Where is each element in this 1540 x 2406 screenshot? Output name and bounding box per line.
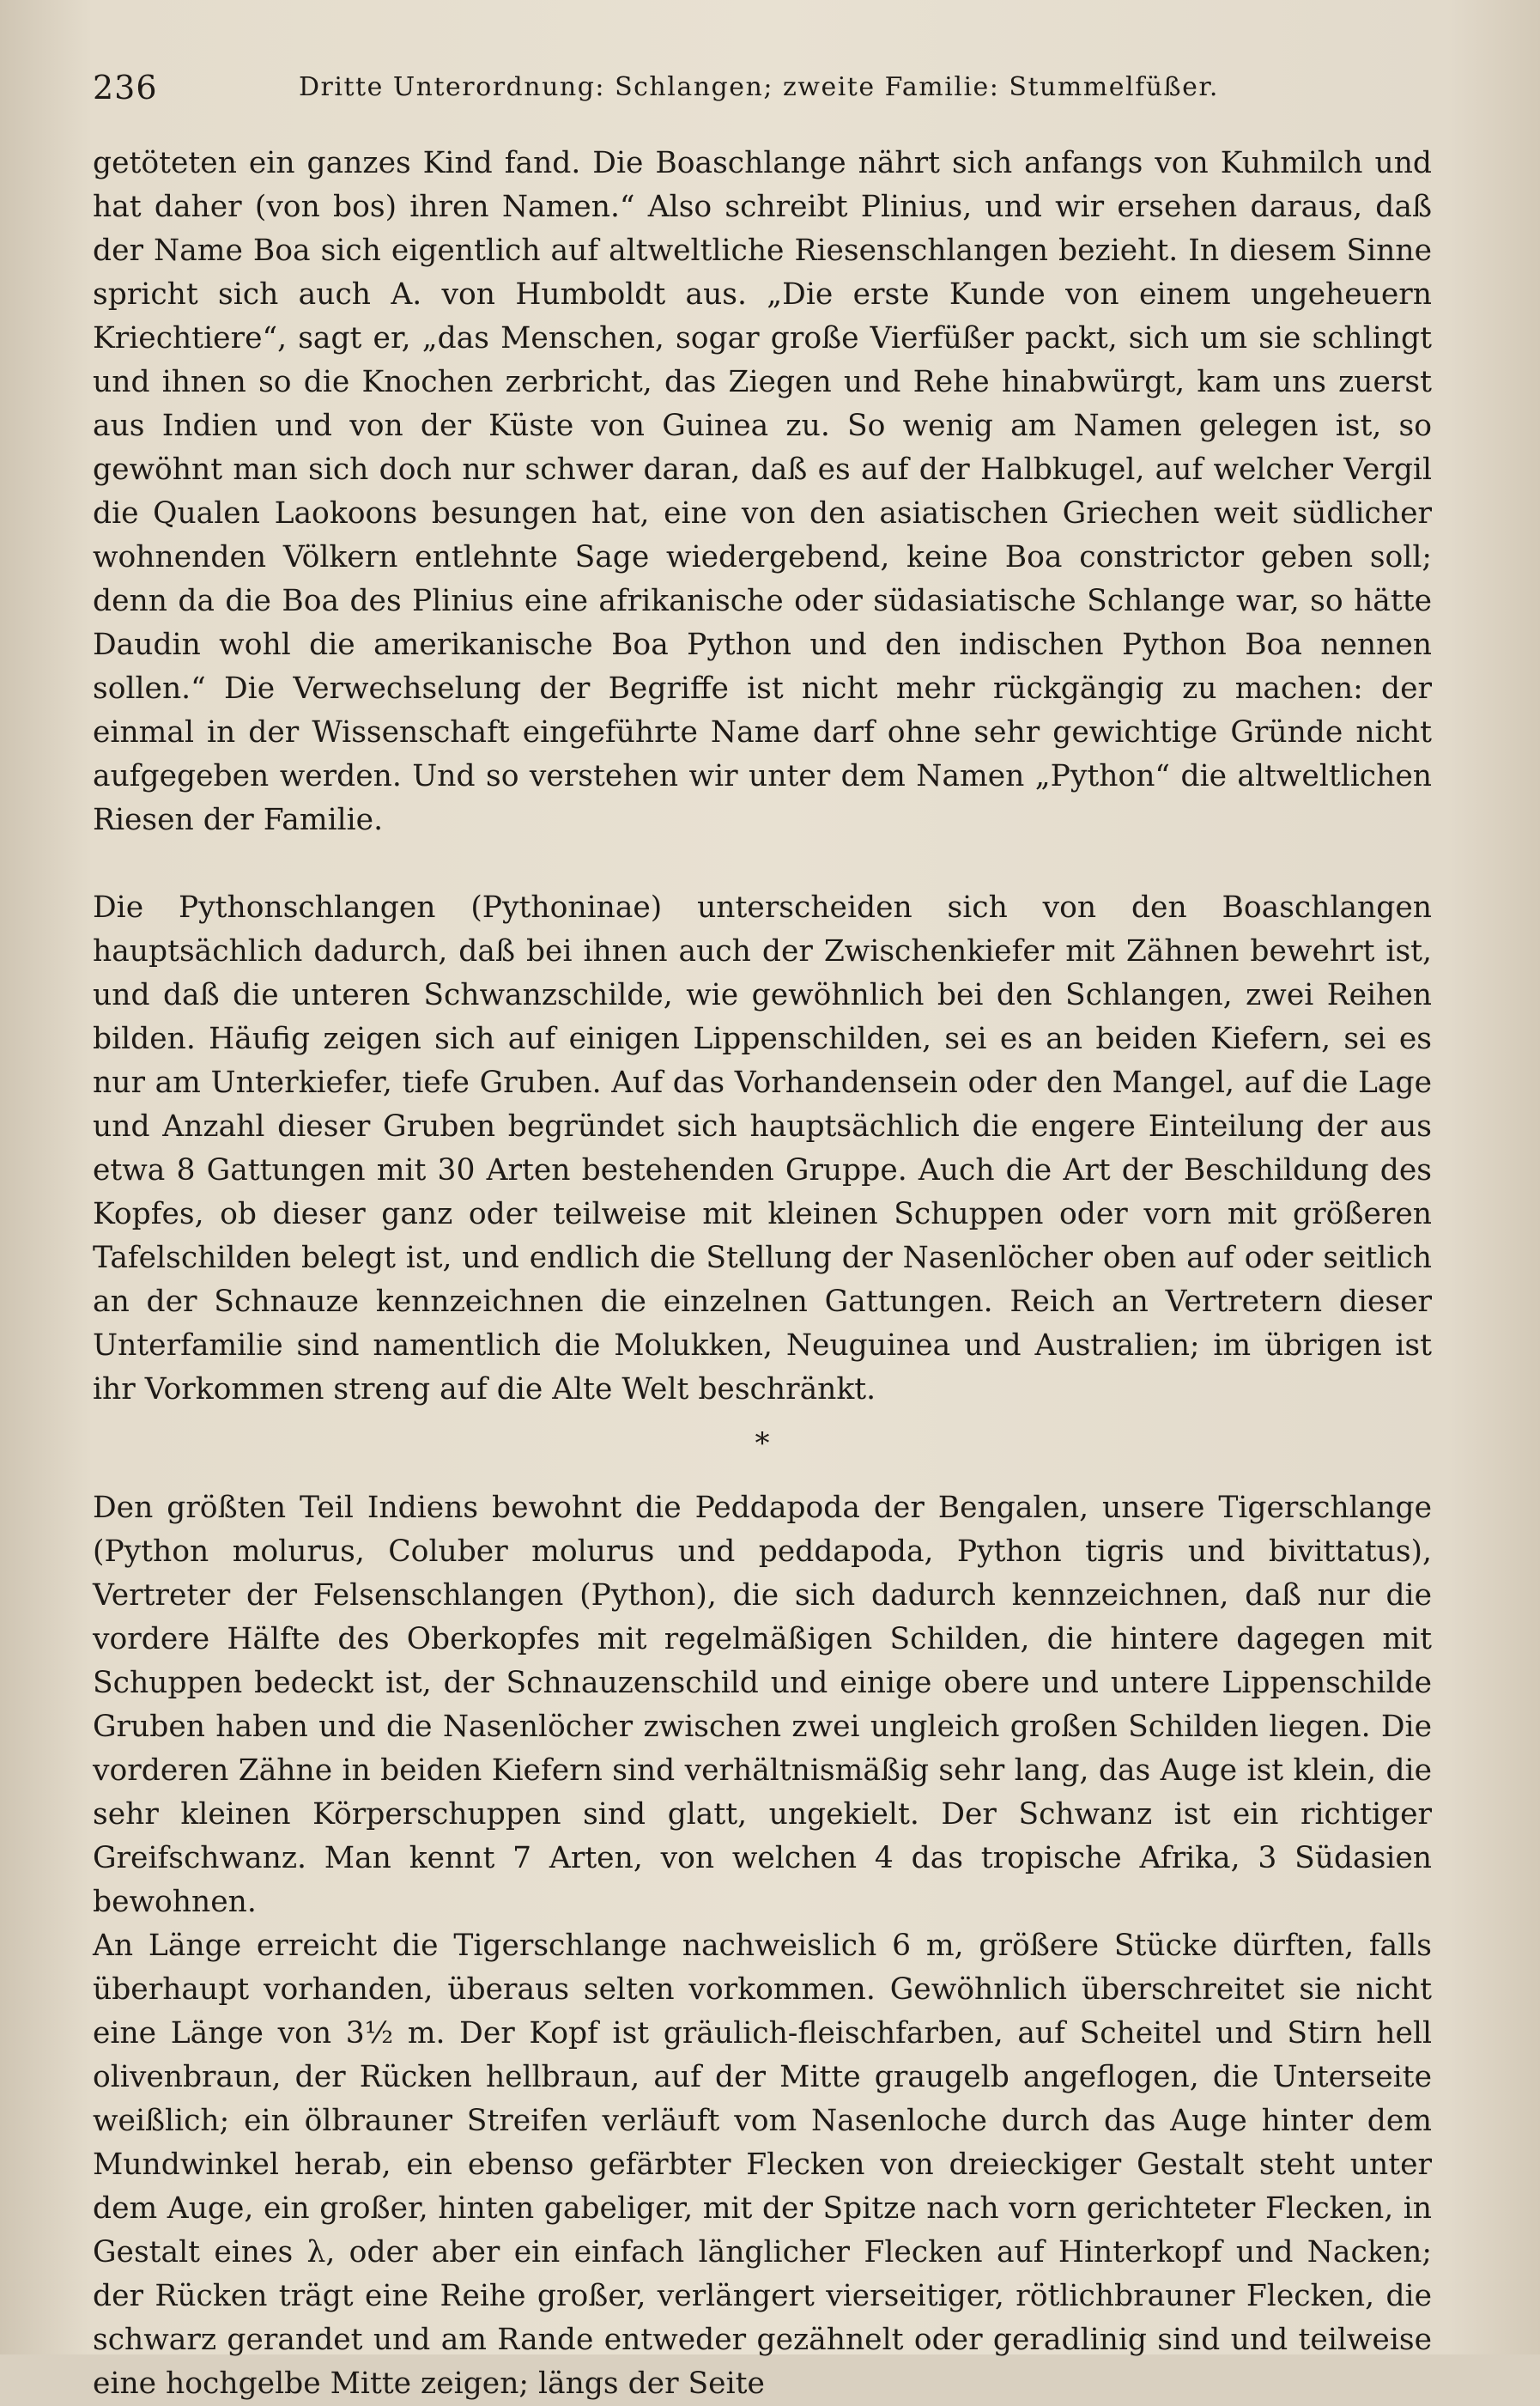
page-body bbox=[93, 142, 1432, 2406]
paragraph-pythoninae: Die Pythonschlangen (Pythoninae) unterscheiden sich von den Boaschlangen hauptsächlich dadurch, daß bei ihnen auch der Zwischenkiefer mit Zähnen bewehrt ist, und daß die unteren Schwanzschilde, wie gewöhnlich bei den Schlangen, zwei Reihen bilden. Häufig zeigen sich auf einigen Lippenschilden, sei es an beiden Kiefern, sei es nur am Unterkiefer, tiefe Gruben. Auf das Vorhandensein oder den Mangel, auf die Lage und Anzahl dieser Gruben begründet sich hauptsächlich die engere Einteilung der aus etwa 8 Gattungen mit 30 Arten bestehenden Gruppe. Auch die Art der Beschildung des Kopfes, ob dieser ganz oder teilweise mit kleinen Schuppen oder vorn mit größeren Tafelschilden belegt ist, und endlich die Stellung der Nasenlöcher oben auf oder seitlich an der Schnauze kennzeichnen die einzelnen Gattungen. Reich an Vertretern dieser Unterfamilie sind namentlich die Molukken, Neuguinea und Australien; im übrigen ist ihr Vorkommen streng auf die Alte Welt beschränkt. bbox=[93, 890, 1432, 1407]
page-header bbox=[93, 69, 1432, 112]
section-asterism: * bbox=[755, 1426, 770, 1461]
page-number: 236 bbox=[93, 69, 158, 106]
paragraph-tigerschlange-description: An Länge erreicht die Tigerschlange nachweislich 6 m, größere Stücke dürften, falls überhaupt vorhanden, überaus selten vorkommen. Gewöhnlich überschreitet sie nicht eine Länge von 3½ m. Der Kopf ist gräulich-fleischfarben, auf Scheitel und Stirn hell olivenbraun, der Rücken hellbraun, auf der Mitte graugelb angeflogen, die Unterseite weißlich; ein ölbrauner Streifen verläuft vom Nasenloche durch das Auge hinter dem Mundwinkel herab, ein ebenso gefärbter Flecken von dreieckiger Gestalt steht unter dem Auge, ein großer, hinten gabeliger, mit der Spitze nach vorn gerichteter Flecken, in Gestalt eines λ, oder aber ein einfach länglicher Flecken auf Hinterkopf und Nacken; der Rücken trägt eine Reihe großer, verlängert vierseitiger, rötlichbrauner Flecken, die schwarz gerandet und am Rande entweder gezähnelt oder geradlinig sind und teilweise eine hochgelbe Mitte zeigen; längs der Seite bbox=[93, 1929, 1432, 2401]
paragraph-boa-name-origin: getöteten ein ganzes Kind fand. Die Boaschlange nährt sich anfangs von Kuhmilch und hat daher (von bos) ihren Namen.“ Also schreibt Plinius, und wir ersehen daraus, daß der Name Boa sich eigentlich auf altweltliche Riesenschlangen bezieht. In diesem Sinne spricht sich auch A. von Humboldt aus. „Die erste Kunde von einem ungeheuern Kriechtiere“, sagt er, „das Menschen, sogar große Vierfüßer packt, sich um sie schlingt und ihnen so die Knochen zerbricht, das Ziegen und Rehe hinabwürgt, kam uns zuerst aus Indien und von der Küste von Guinea zu. So wenig am Namen gelegen ist, so gewöhnt man sich doch nur schwer daran, daß es auf der Halbkugel, auf welcher Vergil die Qualen Laokoons besungen hat, eine von den asiatischen Griechen weit südlicher wohnenden Völkern entlehnte Sage wiedergebend, keine Boa constrictor geben soll; denn da die Boa des Plinius eine afrikanische oder südasiatische Schlange war, so hätte Daudin wohl die amerikanische Boa Python und den indischen Python Boa nennen sollen.“ Die Verwechselung der Begriffe ist nicht mehr rückgängig zu machen: der einmal in der Wissenschaft eingeführte Name darf ohne sehr gewichtige Gründe nicht aufgegeben werden. Und so verstehen wir unter dem Namen „Python“ die altweltlichen Riesen der Familie. bbox=[93, 146, 1432, 837]
running-head: Dritte Unterordnung: Schlangen; zweite Familie: Stummelfüßer. bbox=[299, 72, 1219, 102]
paragraph-tigerschlange-intro: Den größten Teil Indiens bewohnt die Peddapoda der Bengalen, unsere Tigerschlange (Python molurus, Coluber molurus und peddapoda, Python tigris und bivittatus), Vertreter der Felsenschlangen (Python), die sich dadurch kennzeichnen, daß nur die vordere Hälfte des Oberkopfes mit regelmäßigen Schilden, die hintere dagegen mit Schuppen bedeckt ist, der Schnauzenschild und einige obere und untere Lippenschilde Gruben haben und die Nasenlöcher zwischen zwei ungleich großen Schilden liegen. Die vorderen Zähne in beiden Kiefern sind verhältnismäßig sehr lang, das Auge ist klein, die sehr kleinen Körperschuppen sind glatt, ungekielt. Der Schwanz ist ein richtiger Greifschwanz. Man kennt 7 Arten, von welchen 4 das tropische Afrika, 3 Südasien bewohnen. bbox=[93, 1491, 1432, 1919]
